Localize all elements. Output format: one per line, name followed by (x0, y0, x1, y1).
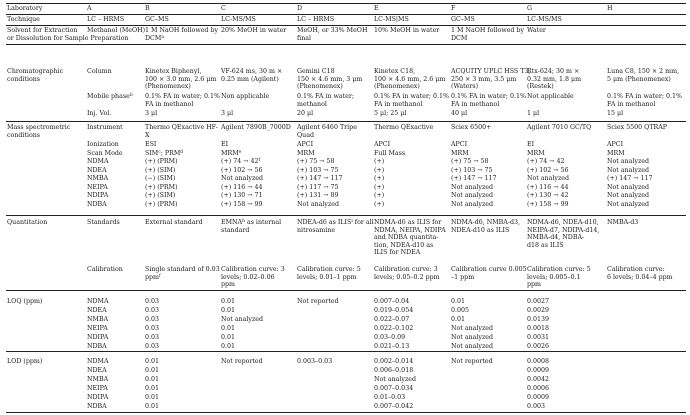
std-f: NDMA-d6, NMBA-d3, (451, 219, 521, 226)
ms-e: (+) (374, 200, 385, 208)
column-f: (Waters) (451, 83, 479, 90)
instrument-g: Agilent 7010 GC/TQ (527, 124, 592, 131)
footnote-marker: h (242, 218, 245, 224)
table-rule (6, 351, 686, 352)
technique-e: LC-MS|MS (374, 16, 409, 23)
quantitation-label: Quantitation (7, 219, 48, 226)
solvent-a: Methanol (MeOH) (87, 27, 146, 34)
std-e: and NDBA quantita- (374, 234, 439, 241)
scan-c: MRM$^e$ (221, 149, 242, 157)
loq-e: 0.022–0.07 (374, 316, 410, 323)
cal-g: Calibration curve: 5 (527, 266, 591, 273)
lod-c: Not reported (221, 358, 263, 365)
table-rule (6, 290, 686, 291)
lod-b: 0.01 (145, 376, 160, 383)
ionization-e: APCI (374, 141, 391, 148)
chromatographic-label: Chromatographic (7, 68, 64, 75)
std-g: NEIPA-d7, NDIPA-d14, (527, 226, 600, 234)
column-c: 0.25 mm (Agilent) (221, 75, 279, 83)
technique-g: LC-MS/MS (527, 16, 562, 23)
lod-compound: NDMA (87, 358, 109, 365)
ms-e: (+) (374, 192, 385, 199)
loq-c: 0.01 (221, 298, 236, 305)
loq-b: 0.03 (145, 343, 160, 350)
mobile-f: 0.1% FA in water; 0.1% (451, 93, 526, 100)
loq-e: 0.021–0.13 (374, 343, 410, 350)
ms-b: (+) (PRM) (145, 200, 178, 208)
column-g: Rtx-624; 30 m × (527, 68, 580, 75)
scan-f: MRM (451, 149, 469, 157)
cal-g: levels; 0.005–0.1 (527, 273, 581, 281)
column-g: 0.32 mm, 1.8 μm (527, 75, 582, 83)
lab-a: A (87, 5, 92, 12)
std-e: ILIS for NDEA (374, 249, 421, 256)
ms-c: (+) 102 → 56 (221, 166, 263, 174)
ms-compound: NDBA (87, 200, 107, 208)
ms-compound: NDIPA (87, 192, 109, 199)
std-d: NDEA-d6 as ILIS$^i$ for all (297, 218, 374, 226)
loq-compound: NDMA (87, 298, 109, 305)
ms-b: (+) (PRM) (145, 183, 178, 191)
instrument-e: Thermo QExactive (374, 124, 434, 131)
loq-compound: NDEA (87, 307, 107, 314)
std-h: NMBA-d3 (607, 219, 639, 226)
ms-g: (+) 130 → 42 (527, 192, 569, 199)
standards-label: Standards (87, 219, 120, 226)
solvent-d: final (297, 34, 312, 42)
lod-f: Not reported (451, 358, 493, 365)
mobile-c: Non applicable (221, 93, 270, 100)
technique-d: LC – HRMS (297, 16, 335, 23)
ms-e: (+) (374, 166, 385, 174)
std-c: standard (221, 226, 250, 234)
cal-c: levels; 0.02–0.06 (221, 273, 275, 281)
mobile-b: 0.1% FA in water; 0.1% (145, 93, 220, 100)
column-d: 150 × 4.6 mm, 3 μm (297, 75, 363, 83)
ionization-h: APCI (607, 141, 624, 148)
ms-e: (+) (374, 175, 385, 182)
ms-e: (+) (374, 183, 385, 191)
std-e: NDMA-d6 as ILIS for (374, 219, 442, 226)
solvent-f: 1 M NaOH followed by (451, 27, 525, 34)
lod-b: 0.01 (145, 358, 160, 365)
loq-f: Not analyzed (451, 325, 494, 332)
footnote-marker: f (258, 157, 261, 163)
instrument-label: Instrument (87, 124, 123, 131)
ms-d: (+) 75 → 58 (297, 158, 335, 165)
ms-compound: NMBA (87, 175, 109, 182)
instrument-f: Sciex 6500+ (451, 124, 492, 131)
solvent-e: 10% MeOH in water (374, 27, 440, 34)
loq-g: 0.0029 (527, 307, 550, 314)
cal-e: Calibration curve: 3 (374, 266, 438, 273)
std-d: nitrosamine (297, 226, 336, 234)
solvent-g: Water (527, 27, 546, 34)
loq-b: 0.03 (145, 325, 160, 332)
injvol-b: 3 μl (145, 110, 158, 117)
lod-d: 0.003–0.03 (297, 358, 333, 365)
loq-f: Not analyzed (451, 334, 494, 341)
column-label: Column (87, 68, 112, 75)
loq-c: 0.01 (221, 307, 236, 314)
lod-compound: NDIPA (87, 394, 109, 401)
technique-f: GC–MS (451, 16, 475, 23)
injvol-f: 40 μl (451, 110, 468, 117)
column-e: 100 × 4.6 mm, 2.6 μm (374, 75, 446, 83)
instrument-b: X (145, 131, 150, 139)
ionization-b: ESI (145, 141, 157, 148)
injvol-d: 20 μl (297, 110, 314, 117)
ms-h: (+) 147 → 117 (607, 175, 653, 182)
solvent-d: MeOH, or 33% MeOH (297, 27, 368, 34)
lod-e: 0.01–0.03 (374, 394, 406, 401)
column-b: Kinetex Biphenyl, (145, 68, 202, 75)
lod-e: 0.002–0.014 (374, 358, 414, 365)
solvent-c: 20% MeOH in water (221, 27, 287, 34)
std-g: NMBA-d4, NDBA- (527, 234, 585, 241)
cal-c: ppm (221, 281, 236, 288)
mobile-h: 0.1% FA in water; 0.1% (607, 93, 682, 100)
footnote-marker: c (158, 149, 161, 155)
ms-h: Not analyzed (607, 183, 650, 191)
lod-e: 0.006–0.018 (374, 367, 414, 374)
ms-c: (+) 158 → 99 (221, 200, 263, 208)
lod-e: 0.007–0.034 (374, 385, 414, 392)
loq-b: 0.03 (145, 298, 160, 305)
column-g: (Restek) (527, 83, 554, 90)
column-d: (Phenomenex) (297, 83, 343, 90)
loq-compound: NMBA (87, 316, 109, 323)
ms-g: (+) 102 → 56 (527, 166, 569, 174)
ms-f: Not analyzed (451, 192, 494, 199)
ms-h: Not analyzed (607, 158, 650, 165)
lod-g: 0.003 (527, 403, 546, 410)
ms-g: Not analyzed (527, 175, 570, 182)
instrument-d: Quad (297, 131, 315, 139)
mobile-b: FA in methanol (145, 100, 194, 108)
lab-d: D (297, 5, 303, 12)
lab-e: E (374, 5, 379, 12)
ms-e: (+) (374, 158, 385, 165)
loq-f: 0.01 (451, 316, 466, 323)
lod-g: 0.0009 (527, 367, 550, 374)
ms-d: (+) 147 → 117 (297, 175, 343, 182)
lod-g: 0.0042 (527, 376, 550, 383)
cal-f: –1 ppm (451, 273, 475, 281)
cal-b: ppm$^f$ (145, 273, 161, 281)
lod-g: 0.0006 (527, 385, 550, 392)
ms-compound: NDEA (87, 166, 107, 174)
table-rule (6, 121, 686, 122)
column-h: Luna C8, 150 × 2 mm, (607, 68, 680, 75)
ms-g: (+) 158 → 99 (527, 200, 569, 208)
loq-e: 0.022–0.102 (374, 325, 414, 332)
lab-f: F (451, 5, 456, 12)
lod-label: LOD (ppm) (7, 358, 43, 365)
scan-e: Full Mass (374, 149, 406, 157)
cal-c: Calibration curve: 3 (221, 266, 285, 273)
footnote-marker: d (180, 149, 184, 155)
loq-e: 0.03–0.09 (374, 334, 406, 341)
solvent-label: or Dissolution for Sample Preparation (7, 34, 129, 42)
footnote-marker: e (238, 149, 242, 155)
technique-label: Technique (7, 16, 40, 23)
lod-b: 0.01 (145, 394, 160, 401)
ms-b: (+) (SIM) (145, 166, 176, 174)
loq-b: 0.03 (145, 307, 160, 314)
std-f: NDEA-d10 as ILIS (451, 226, 510, 234)
table-top-rule (6, 3, 686, 4)
scan-b: SIM$^c$; PRM$^d$ (145, 149, 184, 157)
column-f: ACQUITY UPLC HSS T3, (451, 68, 531, 75)
table-rule (6, 25, 686, 26)
std-b: External standard (145, 219, 203, 226)
ms-d: (+) 117 → 75 (297, 183, 339, 191)
column-h: 5 μm (Phenomenex) (607, 75, 671, 83)
loq-f: 0.01 (451, 298, 466, 305)
cal-g: ppm (527, 281, 542, 288)
mobile-d: methanol (297, 100, 327, 108)
footnote-marker: i (351, 218, 353, 224)
lod-e: Not analyzed (374, 376, 417, 383)
ms-b: (−) (SIM) (145, 175, 176, 182)
ms-d: (+) 103 → 75 (297, 166, 339, 174)
solvent-b: DCM$^a$ (145, 34, 164, 42)
loq-c: 0.01 (221, 343, 236, 350)
column-e: (Phenomenex) (374, 83, 420, 90)
loq-e: 0.007–0.04 (374, 298, 410, 305)
lab-h: H (607, 5, 613, 12)
calibration-label: Calibration (87, 266, 123, 273)
ms-f: (+) 147 → 117 (451, 175, 497, 182)
cal-f: Calibration curve 0.005 (451, 266, 527, 273)
ms-c: (+) $74 \to 42^f$ (221, 157, 261, 165)
ms-compound: NEIPA (87, 183, 108, 191)
lod-b: 0.01 (145, 367, 160, 374)
table-rule (6, 44, 686, 45)
column-e: Kinetex C18, (374, 68, 416, 75)
laboratory-label: Laboratory (7, 5, 43, 12)
scan-d: MRM (297, 149, 315, 157)
ms-g: (+) 74 → 42 (527, 158, 565, 165)
injvol-e: 5 μl; 25 μl (374, 110, 407, 117)
cal-d: levels; 0.01–1 ppm (297, 273, 357, 281)
table-rule (6, 14, 686, 15)
loq-f: Not analyzed (451, 343, 494, 350)
std-c: EMNA$^h$ as internal (221, 218, 282, 226)
column-c: VF-624 ms, 30 m × (221, 68, 283, 75)
solvent-label: Solvent for Extraction (7, 27, 78, 34)
column-d: Gemini C18 (297, 68, 335, 75)
ionization-f: APCI (451, 141, 468, 148)
mobile-phase-label: Mobile phase$^b$ (87, 92, 133, 100)
ms-c: Not analyzed (221, 175, 264, 182)
lod-compound: NDEA (87, 367, 107, 374)
mobile-f: FA in methanol (451, 100, 500, 108)
injvol-g: 1 μl (527, 110, 540, 117)
loq-compound: NEIPA (87, 325, 108, 332)
table-rule (6, 215, 686, 216)
mobile-e: FA in methanol (374, 100, 423, 108)
ms-d: (+) 131 → 89 (297, 192, 339, 199)
mass-spec-label: conditions (7, 131, 41, 139)
lod-compound: NEIPA (87, 385, 108, 392)
loq-f: 0.005 (451, 307, 470, 314)
ms-b: (+) (PRM) (145, 158, 178, 165)
loq-g: 0.0139 (527, 316, 550, 323)
loq-c: 0.01 (221, 334, 236, 341)
std-g: d18 as ILIS (527, 241, 564, 249)
cal-b: Single standard of 0.03 (145, 266, 220, 273)
lod-g: 0.0008 (527, 358, 550, 365)
ms-f: (+) 75 → 58 (451, 158, 489, 165)
ms-h: Not analyzed (607, 200, 650, 208)
cal-d: Calibration curve: 5 (297, 266, 361, 273)
loq-b: 0.03 (145, 334, 160, 341)
loq-c: Not analyzed (221, 316, 264, 323)
ms-d: Not analyzed (297, 200, 340, 208)
std-e: NDMA, NEIPA, NDIPA (374, 226, 446, 234)
ms-f: Not analyzed (451, 200, 494, 208)
table-bottom-rule (6, 412, 686, 413)
std-e: tion, NDEA-d10 as (374, 241, 434, 249)
ionization-g: EI (527, 141, 535, 148)
footnote-marker: f (159, 273, 161, 279)
loq-label: LOQ (ppm) (7, 298, 43, 305)
ms-f: (+) 103 → 75 (451, 166, 493, 174)
lod-compound: NDBA (87, 403, 107, 410)
lod-e: 0.007–0.042 (374, 403, 414, 410)
column-b: 100 × 3.0 mm, 2.6 μm (145, 75, 217, 83)
cal-h: Calibration curve: (607, 266, 665, 273)
mass-spec-label: Mass spectrometric (7, 124, 71, 131)
loq-b: 0.03 (145, 316, 160, 323)
scan-mode-label: Scan Mode (87, 149, 123, 157)
instrument-h: Sciex 5500 QTRAP (607, 124, 668, 131)
mobile-e: 0.1% FA in water; 0.1% (374, 93, 449, 100)
lab-c: C (221, 5, 226, 12)
ms-h: Not analyzed (607, 192, 650, 199)
loq-g: 0.0031 (527, 334, 550, 341)
instrument-b: Thermo QExactive HF- (145, 124, 218, 131)
column-b: (Phenomenex) (145, 83, 191, 90)
inj-vol-label: Inj. Vol. (87, 110, 112, 117)
ionization-label: Ionization (87, 141, 119, 148)
lab-g: G (527, 5, 533, 12)
ms-compound: NDMA (87, 158, 109, 165)
footnote-marker: b (129, 92, 133, 98)
chromatographic-label: conditions (7, 75, 41, 83)
lod-compound: NMBA (87, 376, 109, 383)
mobile-d: 0.1% FA in water; (297, 93, 354, 100)
ionization-d: APCI (297, 141, 314, 148)
loq-compound: NDBA (87, 343, 107, 350)
loq-e: 0.019–0.054 (374, 307, 414, 314)
mobile-h: FA in methanol (607, 100, 656, 108)
scan-h: MRM (607, 149, 625, 157)
mobile-g: Not applicable (527, 93, 574, 100)
std-g: NDMA-d6, NDEA-d10, (527, 219, 599, 226)
ms-b: (+) (SIM) (145, 192, 176, 199)
technique-c: LC-MS/MS (221, 16, 256, 23)
loq-g: 0.0026 (527, 343, 550, 350)
lod-b: 0.01 (145, 403, 160, 410)
ms-h: Not analyzed (607, 166, 650, 174)
loq-g: 0.0027 (527, 298, 550, 305)
instrument-c: Agilent 7890B_7000D (221, 124, 291, 131)
solvent-b: 1 M NaOH followed by (145, 27, 219, 34)
footnote-marker: a (161, 34, 164, 40)
solvent-f: DCM (451, 34, 468, 42)
lod-g: 0.0009 (527, 394, 550, 401)
ms-f: Not analyzed (451, 183, 494, 191)
ms-c: (+) 116 → 44 (221, 183, 263, 191)
lod-b: 0.01 (145, 385, 160, 392)
lab-b: B (145, 5, 150, 12)
instrument-d: Agilent 6460 Tripe (297, 124, 357, 131)
injvol-h: 15 μl (607, 110, 624, 117)
loq-g: 0.0018 (527, 325, 550, 332)
loq-d: Not reported (297, 298, 339, 305)
injvol-c: 3 μl (221, 110, 234, 117)
loq-compound: NDIPA (87, 334, 109, 341)
scan-g: MRM (527, 149, 545, 157)
column-f: 250 × 3 mm, 3.5 μm (451, 75, 517, 83)
cal-h: 6 levels; 0.04–4 ppm (607, 273, 673, 281)
ionization-c: EI (221, 141, 229, 148)
ms-c: (+) 130 → 71 (221, 192, 263, 199)
cal-e: levels; 0.05–0.2 ppm (374, 273, 440, 281)
technique-a: LC – HRMS (87, 16, 125, 23)
technique-b: GC–MS (145, 16, 169, 23)
loq-c: 0.01 (221, 325, 236, 332)
ms-g: (+) 116 → 44 (527, 183, 569, 191)
